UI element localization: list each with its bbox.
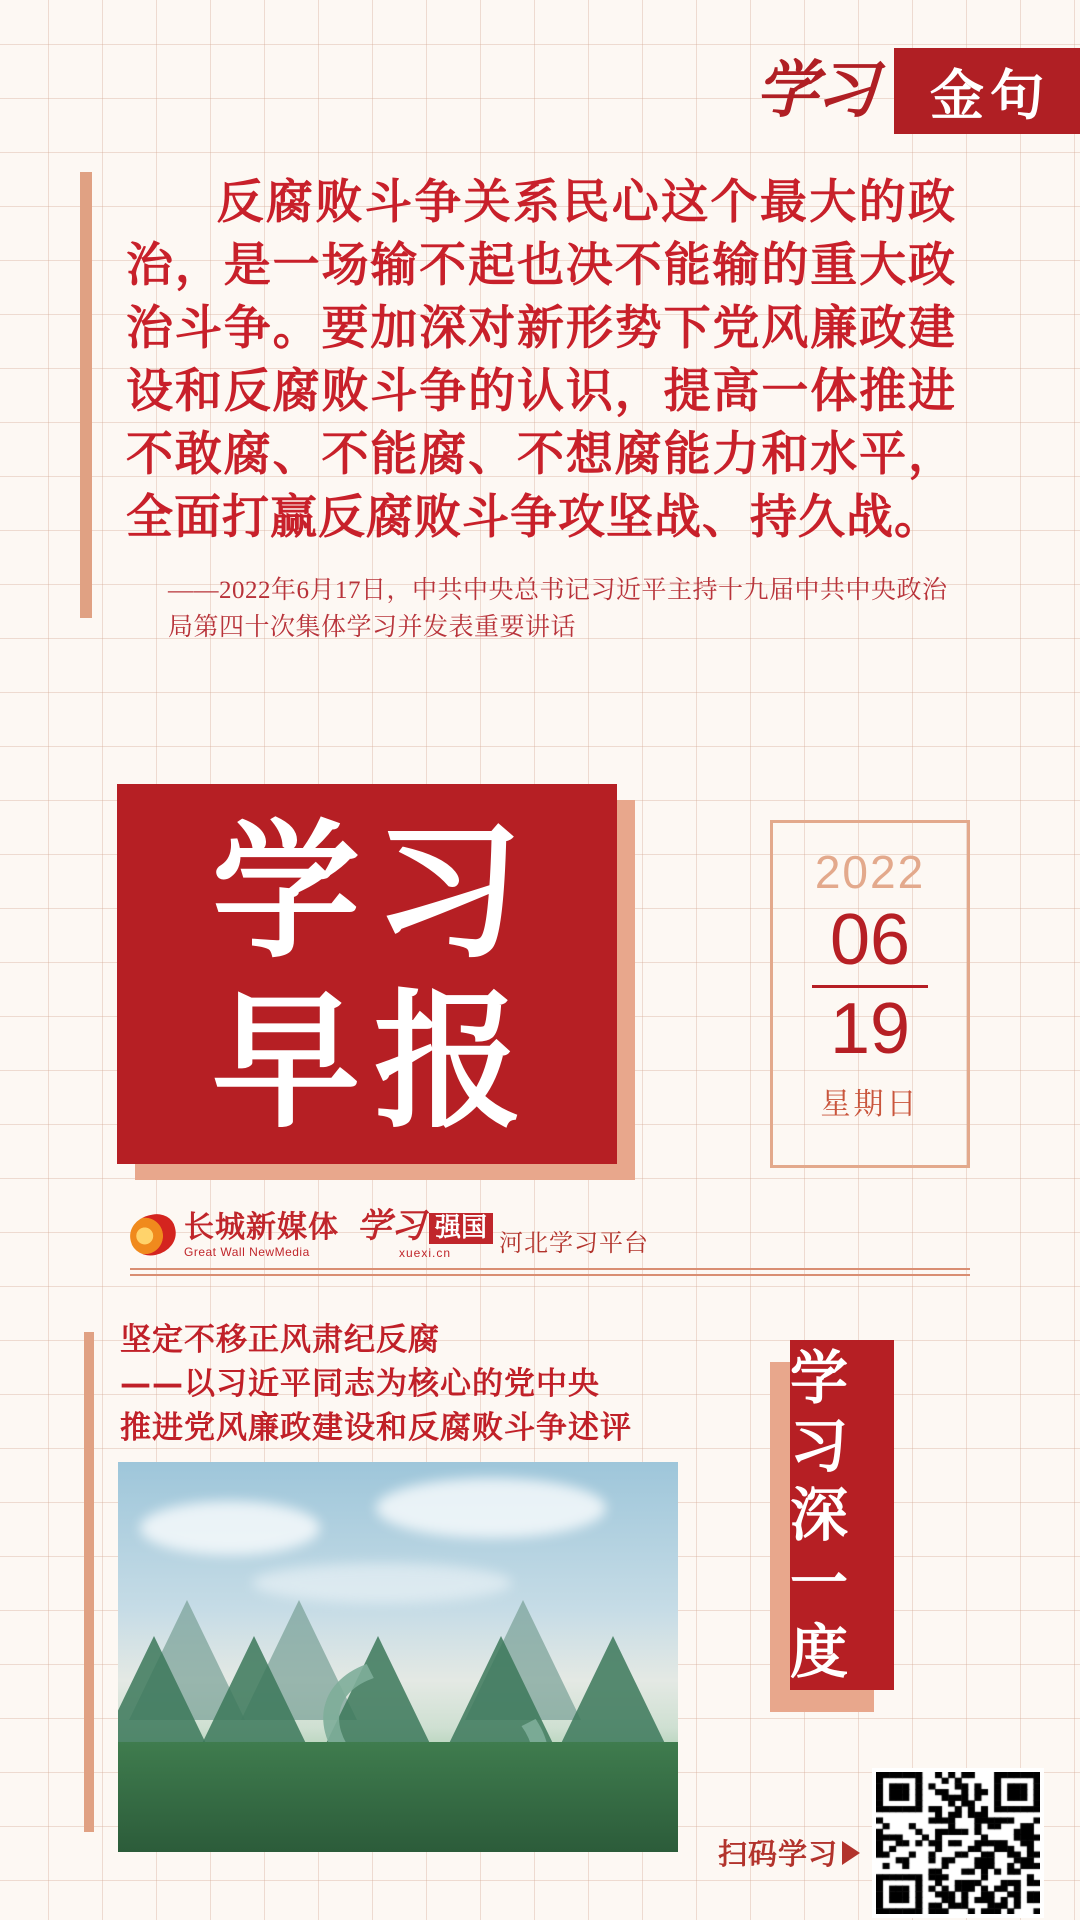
- greatwall-logo: [130, 1209, 339, 1259]
- quote-source: ——2022年6月17日，中共中央总书记习近平主持十九届中共中央政治局第四十次集体学习并发表重要讲话: [168, 576, 948, 642]
- article-title-line2: ——以习近平同志为核心的党中央: [120, 1366, 600, 1403]
- greatwall-name-en: Great Wall NewMedia: [184, 1244, 310, 1259]
- xuexi-platform-name: 河北学习平台: [499, 1229, 650, 1257]
- article-title-line1: 坚定不移正风肃纪反腐: [120, 1322, 440, 1358]
- logo-card: [117, 784, 617, 1164]
- date-month: 06: [829, 900, 911, 980]
- vertical-banner: 学习深一度: [790, 1340, 894, 1690]
- date-day: 19: [829, 988, 911, 1069]
- xuexiqiangguo-logo: [357, 1210, 649, 1260]
- date-year: 2022: [814, 846, 926, 898]
- mountain-shape: [196, 1636, 312, 1756]
- quote-accent-bar: [80, 172, 92, 618]
- header-badge-block: 金句: [894, 48, 1080, 134]
- article-photo: [118, 1462, 678, 1852]
- date-card: [770, 820, 970, 1168]
- media-divider-rule: [130, 1268, 970, 1276]
- cloud-shape: [376, 1478, 606, 1538]
- flame-icon: [126, 1211, 179, 1260]
- xuexi-domain: xuexi.cn: [398, 1246, 452, 1260]
- qr-label: [718, 1832, 860, 1873]
- quote-section: [84, 172, 984, 647]
- xuexi-script-word: 学习: [357, 1208, 425, 1245]
- quote-text: 反腐败斗争关系民心这个最大的政治，是一场输不起也决不能输的重大政治斗争。要加深对新形势下党风廉政建设和反腐败斗争的认识，提高一体推进不敢腐、不能腐、不想腐能力和水平，全面打赢反腐败斗争攻坚战、持久战。: [126, 175, 956, 545]
- qr-code-canvas: [876, 1772, 1040, 1914]
- xuexi-block-word: 强国: [429, 1213, 493, 1244]
- play-arrow-icon: [842, 1841, 860, 1865]
- logo-card-line1: 学习: [212, 806, 536, 978]
- greatwall-name-cn: 长城新媒体: [184, 1209, 339, 1245]
- date-weekday: 星期日: [820, 1087, 920, 1123]
- mountain-shape: [555, 1636, 671, 1756]
- qr-label-text: 扫码学习: [718, 1837, 839, 1871]
- date-divider: [812, 985, 928, 988]
- article-title-line3: 推进党风廉政建设和反腐败斗争述评: [120, 1410, 632, 1447]
- header-badge-script: 学习: [755, 57, 876, 125]
- article-title: [120, 1318, 760, 1450]
- article-accent-bar: [84, 1332, 94, 1832]
- cloud-shape: [140, 1501, 320, 1555]
- foreground-forest: [118, 1742, 678, 1852]
- qr-code[interactable]: [872, 1768, 1044, 1918]
- media-logos-row: [130, 1210, 649, 1260]
- header-badge: [746, 48, 1080, 134]
- logo-card-line2: 早报: [212, 976, 536, 1148]
